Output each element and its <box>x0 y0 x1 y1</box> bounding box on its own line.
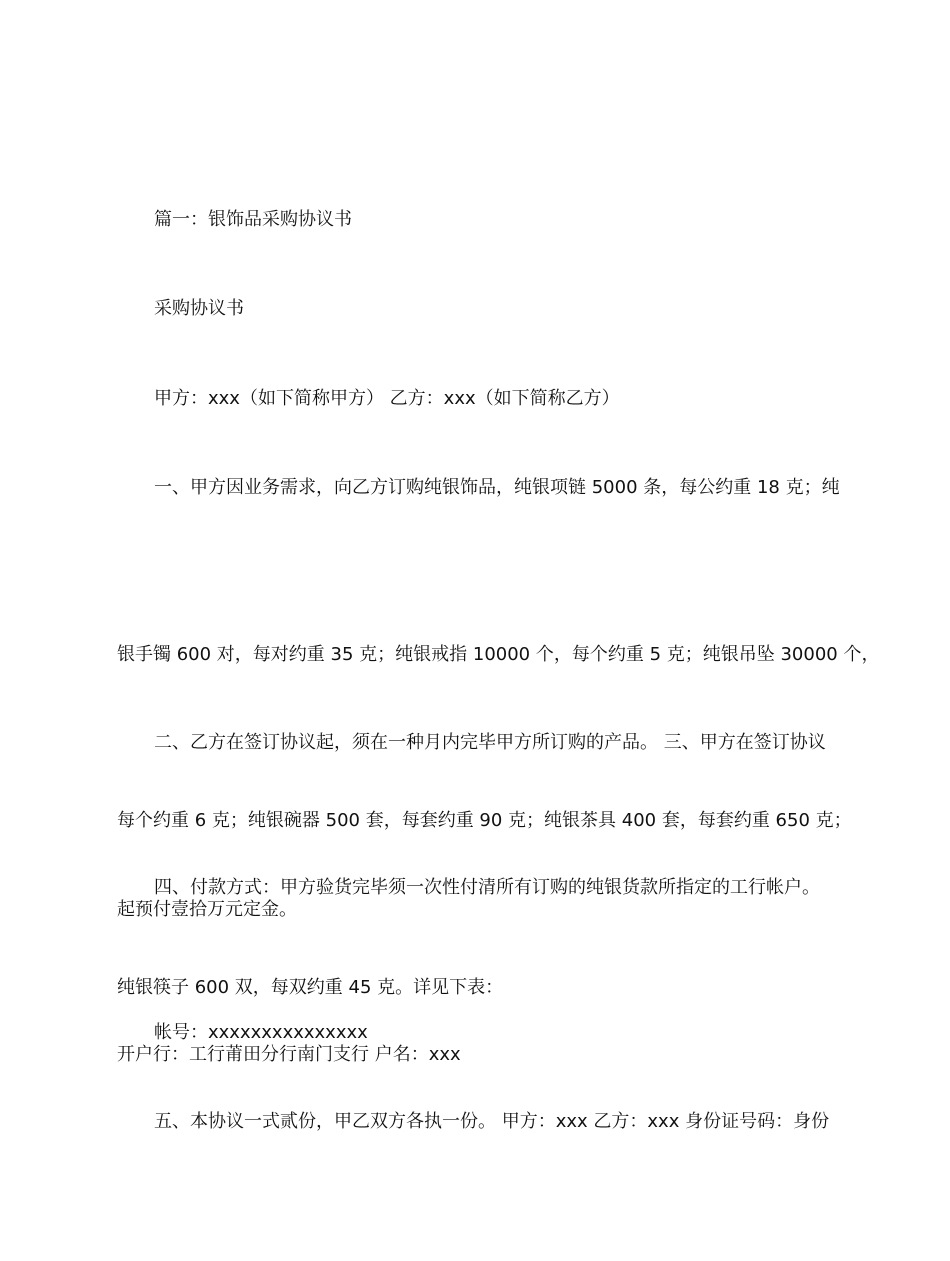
clause-1-line: 纯银筷子 600 双，每双约重 45 克。详见下表： <box>117 976 504 998</box>
parties-text: 甲方：xxx（如下简称甲方） 乙方：xxx（如下简称乙方） <box>154 388 620 409</box>
clause-1-line: 银手镯 600 对，每对约重 35 克；纯银戒指 10000 个，每个约重 5 克；纯银吊坠 30000 个， <box>117 643 880 665</box>
section-heading-text: 篇一：银饰品采购协议书 <box>154 209 352 230</box>
clause-2-3-line: 二、乙方在签订协议起，须在一种月内完毕甲方所订购的产品。 三、甲方在签订协议 <box>154 732 826 753</box>
account-number-text: 帐号：xxxxxxxxxxxxxxx <box>154 1022 368 1043</box>
clause-4-line: 开户行：工行莆田分行南门支行 户名：xxx <box>117 1043 461 1065</box>
document-title-text: 采购协议书 <box>154 298 244 319</box>
clause-4-line: 四、付款方式：甲方验货完毕须一次性付清所有订购的纯银货款所指定的工行帐户。 <box>154 877 820 898</box>
clause-5 <box>117 983 874 1261</box>
clause-1-line: 每个约重 6 克；纯银碗器 500 套，每套约重 90 克；纯银茶具 400 套，每套约重 650 克； <box>117 810 852 831</box>
clause-1-line: 一、甲方因业务需求，向乙方订购纯银饰品，纯银项链 5000 条，每公约重 18 克；纯 <box>154 477 840 498</box>
clause-5-text: 五、本协议一式贰份，甲乙双方各执一份。 甲方：xxx 乙方：xxx 身份证号码：身份 <box>154 1111 830 1132</box>
clause-2-3-line: 起预付壹拾万元定金。 <box>117 898 297 920</box>
